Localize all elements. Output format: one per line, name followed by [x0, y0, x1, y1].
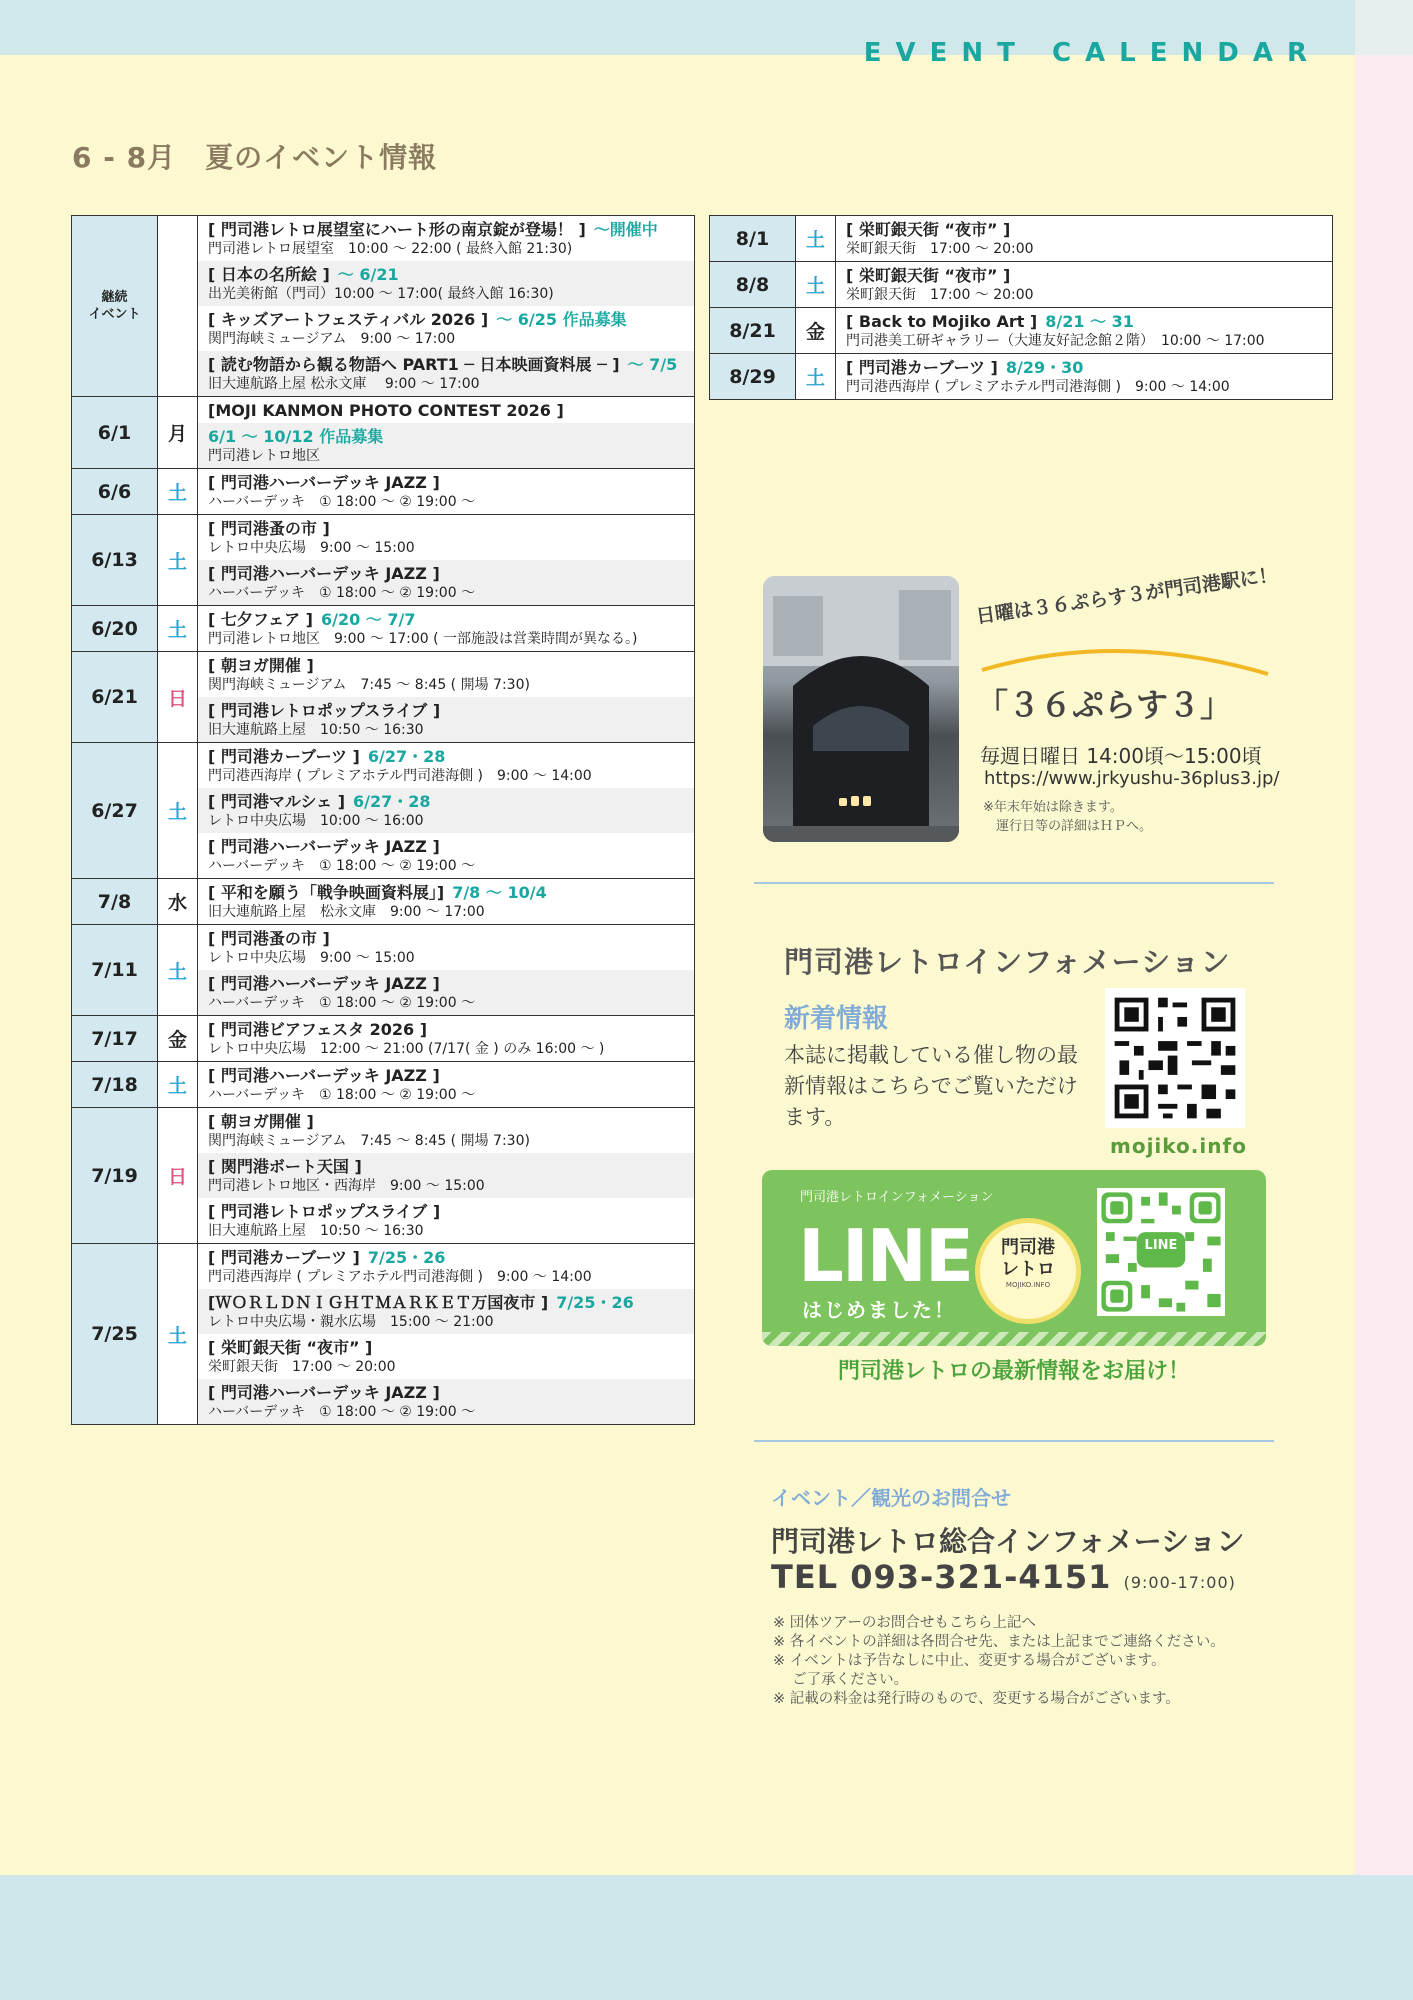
event-row	[72, 469, 695, 515]
line-stripe	[762, 1332, 1266, 1346]
event-period: 7/25・26	[556, 1293, 634, 1312]
event-name: [ 栄町銀天街 “夜市” ]	[846, 220, 1011, 239]
event-item	[198, 560, 694, 605]
event-item	[198, 515, 694, 560]
event-item	[198, 397, 694, 423]
event-title-line	[846, 357, 1322, 378]
divider-1	[754, 882, 1274, 884]
badge-text: 門司港 レトロ	[1001, 1237, 1055, 1280]
event-detail: レトロ中央広場 10:00 〜 16:00	[208, 813, 424, 829]
event-title-line	[208, 1382, 684, 1403]
event-title-line	[208, 700, 684, 721]
event-item	[198, 261, 694, 306]
event-row	[72, 1016, 695, 1062]
event-weekday: 金	[158, 1016, 198, 1062]
tel-number[interactable]: TEL 093-321-4151	[771, 1558, 1112, 1596]
event-content	[198, 216, 695, 397]
event-name: [ 朝ヨガ開催 ]	[208, 1112, 314, 1131]
event-item	[198, 652, 694, 697]
event-row	[72, 1108, 695, 1244]
event-name: [ 日本の名所絵 ]	[208, 265, 330, 284]
event-period: 〜 7/5	[627, 355, 678, 374]
event-detail: ハーバーデッキ ① 18:00 〜 ② 19:00 〜	[208, 585, 476, 601]
event-name: [ 七夕フェア ]	[208, 610, 313, 629]
event-title-line	[208, 1111, 684, 1132]
event-name: [ 栄町銀天街 “夜市” ]	[208, 1338, 373, 1357]
event-detail: ハーバーデッキ ① 18:00 〜 ② 19:00 〜	[208, 1087, 476, 1103]
event-weekday: 日	[158, 652, 198, 743]
event-weekday: 土	[796, 216, 836, 262]
event-name: [ 門司港カーブーツ ]	[208, 747, 360, 766]
contact-hours: (9:00-17:00)	[1123, 1573, 1236, 1592]
event-item	[198, 216, 694, 261]
event-item	[198, 1289, 694, 1334]
event-item	[198, 697, 694, 742]
event-date: 7/18	[72, 1062, 158, 1108]
event-title-line	[208, 518, 684, 539]
event-item	[198, 1379, 694, 1424]
event-content	[198, 469, 695, 515]
event-title-line	[208, 219, 684, 240]
event-content	[198, 879, 695, 925]
event-date: 継続 イベント	[72, 216, 158, 397]
event-content	[198, 1108, 695, 1244]
event-date: 6/1	[72, 397, 158, 469]
line-start-text: はじめました！	[802, 1298, 956, 1322]
event-title-line	[208, 928, 684, 949]
event-period: 8/29・30	[1005, 358, 1084, 377]
event-detail: 旧大連航路上屋 松永文庫 9:00 〜 17:00	[208, 376, 480, 392]
event-date: 6/13	[72, 515, 158, 606]
event-item	[198, 788, 694, 833]
event-date: 6/27	[72, 743, 158, 879]
event-title-line	[208, 836, 684, 857]
event-weekday: 土	[158, 1244, 198, 1425]
event-detail: ハーバーデッキ ① 18:00 〜 ② 19:00 〜	[208, 995, 476, 1011]
badge-sub: MOJIKO.INFO	[1005, 1281, 1051, 1289]
event-detail: 門司港西海岸 ( プレミアホテル門司港海側 ) 9:00 〜 14:00	[208, 768, 592, 784]
news-title: 新着情報	[784, 1004, 889, 1034]
event-date: 7/8	[72, 879, 158, 925]
event-name: [ 平和を願う「戦争映画資料展」]	[208, 883, 445, 902]
event-content	[198, 397, 695, 469]
event-date: 7/17	[72, 1016, 158, 1062]
event-name: [ 門司港ハーバーデッキ JAZZ ]	[208, 1066, 440, 1085]
event-detail: 旧大連航路上屋 10:50 〜 16:30	[208, 1223, 424, 1239]
event-date: 8/8	[710, 262, 796, 308]
event-item	[198, 1108, 694, 1153]
event-weekday: 土	[158, 1062, 198, 1108]
event-weekday: 日	[158, 1108, 198, 1244]
event-row	[72, 879, 695, 925]
line-qr-code[interactable]	[1097, 1188, 1225, 1316]
event-weekday: 土	[158, 515, 198, 606]
event-title-line	[208, 655, 684, 676]
line-banner[interactable]	[762, 1170, 1266, 1346]
event-row	[72, 925, 695, 1016]
contact-name: 門司港レトロ総合インフォメーション	[771, 1525, 1245, 1558]
event-content	[198, 606, 695, 652]
event-period: 7/8 〜 10/4	[452, 883, 547, 902]
event-title-line	[208, 1019, 684, 1040]
train-note	[983, 798, 1152, 836]
divider-2	[754, 1440, 1274, 1442]
event-row	[710, 262, 1333, 308]
event-date: 7/25	[72, 1244, 158, 1425]
event-content	[836, 216, 1333, 262]
event-detail: 関門海峡ミュージアム 9:00 〜 17:00	[208, 331, 456, 347]
event-title-line	[208, 973, 684, 994]
event-title-line	[208, 791, 684, 812]
event-item	[198, 1198, 694, 1243]
event-detail: ハーバーデッキ ① 18:00 〜 ② 19:00 〜	[208, 494, 476, 510]
event-date: 7/19	[72, 1108, 158, 1244]
contact-tel	[771, 1558, 1236, 1596]
qr-code-mojiko-info[interactable]	[1105, 988, 1245, 1128]
event-row	[72, 652, 695, 743]
event-title-line	[208, 1201, 684, 1222]
event-detail: ハーバーデッキ ① 18:00 〜 ② 19:00 〜	[208, 858, 476, 874]
event-detail: 関門海峡ミュージアム 7:45 〜 8:45 ( 開場 7:30)	[208, 677, 530, 693]
event-row	[72, 606, 695, 652]
event-row	[72, 1062, 695, 1108]
top-right-corner	[1355, 0, 1413, 55]
line-small-text: 門司港レトロインフォメーション	[800, 1190, 994, 1205]
event-period: 8/21 〜 31	[1045, 312, 1134, 331]
event-content	[198, 652, 695, 743]
event-name: [ 門司港レトロポップスライブ ]	[208, 1202, 441, 1221]
event-date: 7/11	[72, 925, 158, 1016]
event-name: [ 門司港ハーバーデッキ JAZZ ]	[208, 974, 440, 993]
event-weekday: 土	[158, 925, 198, 1016]
event-item	[836, 308, 1332, 353]
event-row	[72, 743, 695, 879]
event-name: [ 栄町銀天街 “夜市” ]	[846, 266, 1011, 285]
event-title-line	[208, 882, 684, 903]
event-name: [ Back to Mojiko Art ]	[846, 312, 1038, 331]
event-detail: 門司港美工研ギャラリー（大連友好記念館２階） 10:00 〜 17:00	[846, 333, 1265, 349]
event-content	[198, 925, 695, 1016]
event-detail: 門司港レトロ地区 9:00 〜 17:00 ( 一部施設は営業時間が異なる。)	[208, 631, 638, 647]
train-note-2: 運行日等の詳細はＨＰへ。	[983, 819, 1153, 834]
event-content	[836, 308, 1333, 354]
event-weekday: 月	[158, 397, 198, 469]
note-1: ※ 団体ツアーのお問合せもこちら上記へ	[773, 1615, 1036, 1631]
event-row	[72, 397, 695, 469]
event-detail: レトロ中央広場 12:00 〜 21:00 (7/17( 金 ) のみ 16:00 〜 )	[208, 1041, 605, 1057]
line-logo-text: LINE	[798, 1214, 973, 1298]
event-weekday: 土	[796, 354, 836, 400]
event-period: 7/25・26	[367, 1248, 446, 1267]
event-name: [ 読む物語から観る物語へ PART1 ─ 日本映画資料展 ─ ]	[208, 355, 620, 374]
event-content	[198, 515, 695, 606]
event-item	[198, 1244, 694, 1289]
event-row	[710, 354, 1333, 400]
event-detail: 門司港西海岸 ( プレミアホテル門司港海側 ) 9:00 〜 14:00	[846, 379, 1230, 395]
event-item	[198, 743, 694, 788]
event-item	[836, 262, 1332, 307]
event-name: [ 門司港ビアフェスタ 2026 ]	[208, 1020, 428, 1039]
event-detail: 門司港レトロ展望室 10:00 〜 22:00 ( 最終入館 21:30)	[208, 241, 573, 257]
event-detail: ハーバーデッキ ① 18:00 〜 ② 19:00 〜	[208, 1404, 476, 1420]
event-period: 6/27・28	[353, 792, 431, 811]
event-name: [ 関門港ボート天国 ]	[208, 1157, 362, 1176]
event-item	[198, 606, 694, 651]
event-detail: 門司港レトロ地区・西海岸 9:00 〜 15:00	[208, 1178, 485, 1194]
line-qr-label: LINE	[1144, 1238, 1178, 1253]
event-item	[198, 925, 694, 970]
right-event-table	[709, 215, 1333, 400]
event-name: [ 門司港ハーバーデッキ JAZZ ]	[208, 1383, 440, 1402]
event-weekday: 土	[158, 743, 198, 879]
train-name: 「３６ぷらす３」	[975, 686, 1232, 724]
train-note-1: ※年末年始は除きます。	[983, 800, 1123, 815]
event-title-line	[846, 265, 1322, 286]
event-item	[836, 354, 1332, 399]
event-content	[198, 1016, 695, 1062]
page-title: 6 - 8月 夏のイベント情報	[72, 141, 438, 174]
info-title: 門司港レトロインフォメーション	[784, 945, 1231, 979]
event-title-line	[208, 472, 684, 493]
event-content	[198, 743, 695, 879]
event-title-line	[208, 264, 684, 285]
event-name: [ 朝ヨガ開催 ]	[208, 656, 314, 675]
event-detail: 門司港西海岸 ( プレミアホテル門司港海側 ) 9:00 〜 14:00	[208, 1269, 592, 1285]
event-title-line	[208, 309, 684, 330]
left-event-table	[71, 215, 695, 1425]
event-weekday: 金	[796, 308, 836, 354]
event-item	[198, 351, 694, 396]
event-weekday	[158, 216, 198, 397]
event-item	[198, 423, 694, 468]
event-period: 〜 6/25 作品募集	[496, 310, 627, 329]
event-weekday: 土	[158, 469, 198, 515]
train-photo	[763, 576, 959, 842]
header-title: EVENT CALENDAR	[863, 38, 1321, 68]
note-2: ※ 各イベントの詳細は各問合せ先、または上記までご連絡ください。	[773, 1634, 1225, 1650]
event-title-line	[208, 1065, 684, 1086]
event-title-line	[208, 400, 684, 421]
event-row	[72, 216, 695, 397]
event-title-line	[208, 426, 684, 447]
event-title-line	[846, 219, 1322, 240]
event-name: [ 門司港蚤の市 ]	[208, 929, 330, 948]
event-date: 8/21	[710, 308, 796, 354]
event-name: [ 門司港レトロ展望室にハート形の南京錠が登場！ ]	[208, 220, 586, 239]
event-content	[836, 262, 1333, 308]
event-row	[710, 308, 1333, 354]
event-title-line	[208, 354, 684, 375]
event-name: [ 門司港ハーバーデッキ JAZZ ]	[208, 837, 440, 856]
event-title-line	[208, 609, 684, 630]
event-date: 8/1	[710, 216, 796, 262]
event-name: [MOJI KANMON PHOTO CONTEST 2026 ]	[208, 401, 564, 420]
event-content	[198, 1062, 695, 1108]
retro-badge-icon	[975, 1218, 1081, 1324]
event-detail: 旧大連航路上屋 松永文庫 9:00 〜 17:00	[208, 904, 485, 920]
event-detail: 栄町銀天街 17:00 〜 20:00	[208, 1359, 396, 1375]
event-date: 6/21	[72, 652, 158, 743]
event-detail: 栄町銀天街 17:00 〜 20:00	[846, 287, 1034, 303]
event-date: 6/20	[72, 606, 158, 652]
train-time: 毎週日曜日 14:00頃〜15:00頃	[980, 744, 1262, 768]
event-item	[198, 1016, 694, 1061]
event-item	[198, 1334, 694, 1379]
event-name: [ キッズアートフェスティバル 2026 ]	[208, 310, 489, 329]
train-arc-title: 日曜は３６ぷらす３が門司港駅に！	[974, 563, 1279, 629]
event-row	[72, 1244, 695, 1425]
event-name: [ 門司港カーブーツ ]	[846, 358, 998, 377]
event-detail: 門司港レトロ地区	[208, 448, 320, 464]
event-name: [ 門司港カーブーツ ]	[208, 1248, 360, 1267]
event-name: [ＷＯＲＬＤＮＩＧＨＴＭＡＲＫＥＴ万国夜市 ]	[208, 1293, 549, 1312]
event-name: [ 門司港蚤の市 ]	[208, 519, 330, 538]
event-item	[198, 879, 694, 924]
train-icon	[763, 576, 959, 842]
event-item	[198, 833, 694, 878]
event-row	[72, 515, 695, 606]
event-title-line	[846, 311, 1322, 332]
note-3: ※ イベントは予告なしに中止、変更する場合がございます。	[773, 1653, 1166, 1669]
event-item	[198, 1153, 694, 1198]
event-item	[198, 306, 694, 351]
event-title-line	[208, 1156, 684, 1177]
event-detail: レトロ中央広場 9:00 〜 15:00	[208, 950, 415, 966]
event-title-line	[208, 746, 684, 767]
event-weekday: 水	[158, 879, 198, 925]
bottom-band	[0, 1875, 1413, 2000]
event-detail: 関門海峡ミュージアム 7:45 〜 8:45 ( 開場 7:30)	[208, 1133, 530, 1149]
news-body: 本誌に掲載している催し物の最新情報はこちらでご覧いただけます。	[784, 1043, 1078, 1129]
note-5: ※ 記載の料金は発行時のもので、変更する場合がございます。	[773, 1691, 1180, 1707]
event-weekday: 土	[796, 262, 836, 308]
event-title-line	[208, 1247, 684, 1268]
event-date: 8/29	[710, 354, 796, 400]
line-caption: 門司港レトロの最新情報をお届け！	[837, 1359, 1190, 1384]
event-content	[198, 1244, 695, 1425]
event-title-line	[208, 1292, 684, 1313]
event-title-line	[208, 563, 684, 584]
event-detail: 旧大連航路上屋 10:50 〜 16:30	[208, 722, 424, 738]
event-weekday: 土	[158, 606, 198, 652]
event-name: [ 門司港レトロポップスライブ ]	[208, 701, 441, 720]
event-item	[198, 1062, 694, 1107]
qr-label: mojiko.info	[1110, 1134, 1247, 1158]
contact-question: イベント／観光のお問合せ	[771, 1486, 1011, 1510]
event-period: 6/27・28	[367, 747, 446, 766]
event-period: 6/1 〜 10/12 作品募集	[208, 427, 384, 446]
event-period: 〜 6/21	[337, 265, 399, 284]
event-name: [ 門司港マルシェ ]	[208, 792, 346, 811]
event-detail: 出光美術館（門司）10:00 〜 17:00( 最終入館 16:30)	[208, 286, 554, 302]
event-date: 6/6	[72, 469, 158, 515]
event-content	[836, 354, 1333, 400]
event-item	[836, 216, 1332, 261]
event-title-line	[208, 1337, 684, 1358]
note-4: ご了承ください。	[773, 1672, 909, 1688]
event-period: 6/20 〜 7/7	[320, 610, 416, 629]
right-margin-strip	[1355, 55, 1413, 1875]
event-row	[710, 216, 1333, 262]
event-item	[198, 970, 694, 1015]
event-detail: レトロ中央広場 9:00 〜 15:00	[208, 540, 415, 556]
event-name: [ 門司港ハーバーデッキ JAZZ ]	[208, 473, 440, 492]
event-name: [ 門司港ハーバーデッキ JAZZ ]	[208, 564, 440, 583]
train-url-link[interactable]: https://www.jrkyushu-36plus3.jp/	[984, 768, 1280, 789]
event-detail: レトロ中央広場・親水広場 15:00 〜 21:00	[208, 1314, 494, 1330]
event-item	[198, 469, 694, 514]
event-detail: 栄町銀天街 17:00 〜 20:00	[846, 241, 1034, 257]
notes-list	[773, 1614, 1225, 1709]
event-period: 〜開催中	[593, 220, 658, 239]
